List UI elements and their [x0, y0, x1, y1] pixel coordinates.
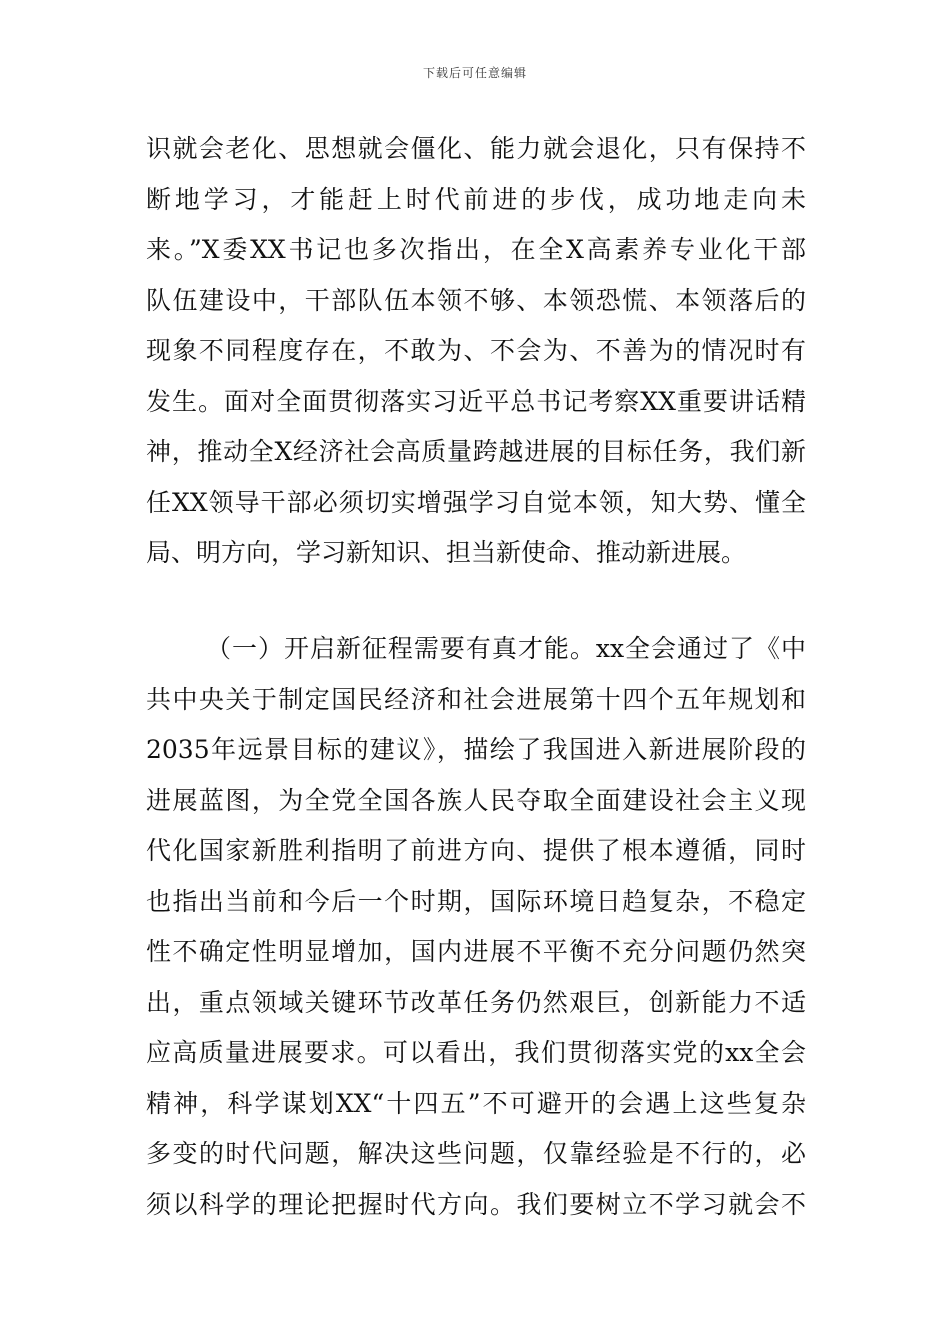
- text-line: 队伍建设中，干部队伍本领不够、本领恐慌、本领落后的: [146, 285, 806, 315]
- text-line: 现象不同程度存在，不敢为、不会为、不善为的情况时有: [146, 336, 806, 365]
- text-line: 应高质量进展要求。可以看出，我们贯彻落实党的xx全会: [146, 1038, 806, 1067]
- text-line: 局、明方向，学习新知识、担当新使命、推动新进展。: [146, 538, 747, 567]
- text-line: 出，重点领域关键环节改革任务仍然艰巨，创新能力不适: [146, 987, 806, 1017]
- text-line: 性不确定性明显增加，国内进展不平衡不充分问题仍然突: [146, 937, 806, 966]
- text-line: 精神，科学谋划XX“十四五”不可避开的会遇上这些复杂: [146, 1088, 806, 1118]
- text-line: （一）开启新征程需要有真才能。xx全会通过了《中: [206, 634, 806, 663]
- text-line: 进展蓝图，为全党全国各族人民夺取全面建设社会主义现: [146, 785, 806, 815]
- text-line: 须以科学的理论把握时代方向。我们要树立不学习就会不: [146, 1189, 806, 1219]
- paragraph-1: [146, 124, 806, 579]
- text-line: 断地学习，才能赶上时代前进的步伐，成功地走向未: [146, 184, 806, 214]
- text-line: 多变的时代问题，解决这些问题，仅靠经验是不行的，必: [146, 1139, 806, 1168]
- text-line: 代化国家新胜利指明了前进方向、提供了根本遵循，同时: [146, 836, 806, 865]
- text-line: 发生。面对全面贯彻落实习近平总书记考察XX重要讲话精: [146, 386, 806, 416]
- page-header: 下载后可任意编辑: [422, 66, 527, 80]
- text-line: 任XX领导干部必须切实增强学习自觉本领，知大势、懂全: [146, 487, 806, 517]
- text-line: 也指出当前和今后一个时期，国际环境日趋复杂，不稳定: [146, 886, 806, 916]
- paragraph-2: [146, 624, 806, 1230]
- text-line: 2035年远景目标的建议》，描绘了我国进入新进展阶段的: [146, 735, 806, 764]
- text-line: 共中央关于制定国民经济和社会进展第十四个五年规划和: [146, 684, 806, 714]
- text-line: 神，推动全X经济社会高质量跨越进展的目标任务，我们新: [146, 437, 806, 466]
- text-line: 识就会老化、思想就会僵化、能力就会退化，只有保持不: [146, 134, 806, 163]
- text-line: 来。”X委XX书记也多次指出，在全X高素养专业化干部: [146, 235, 806, 264]
